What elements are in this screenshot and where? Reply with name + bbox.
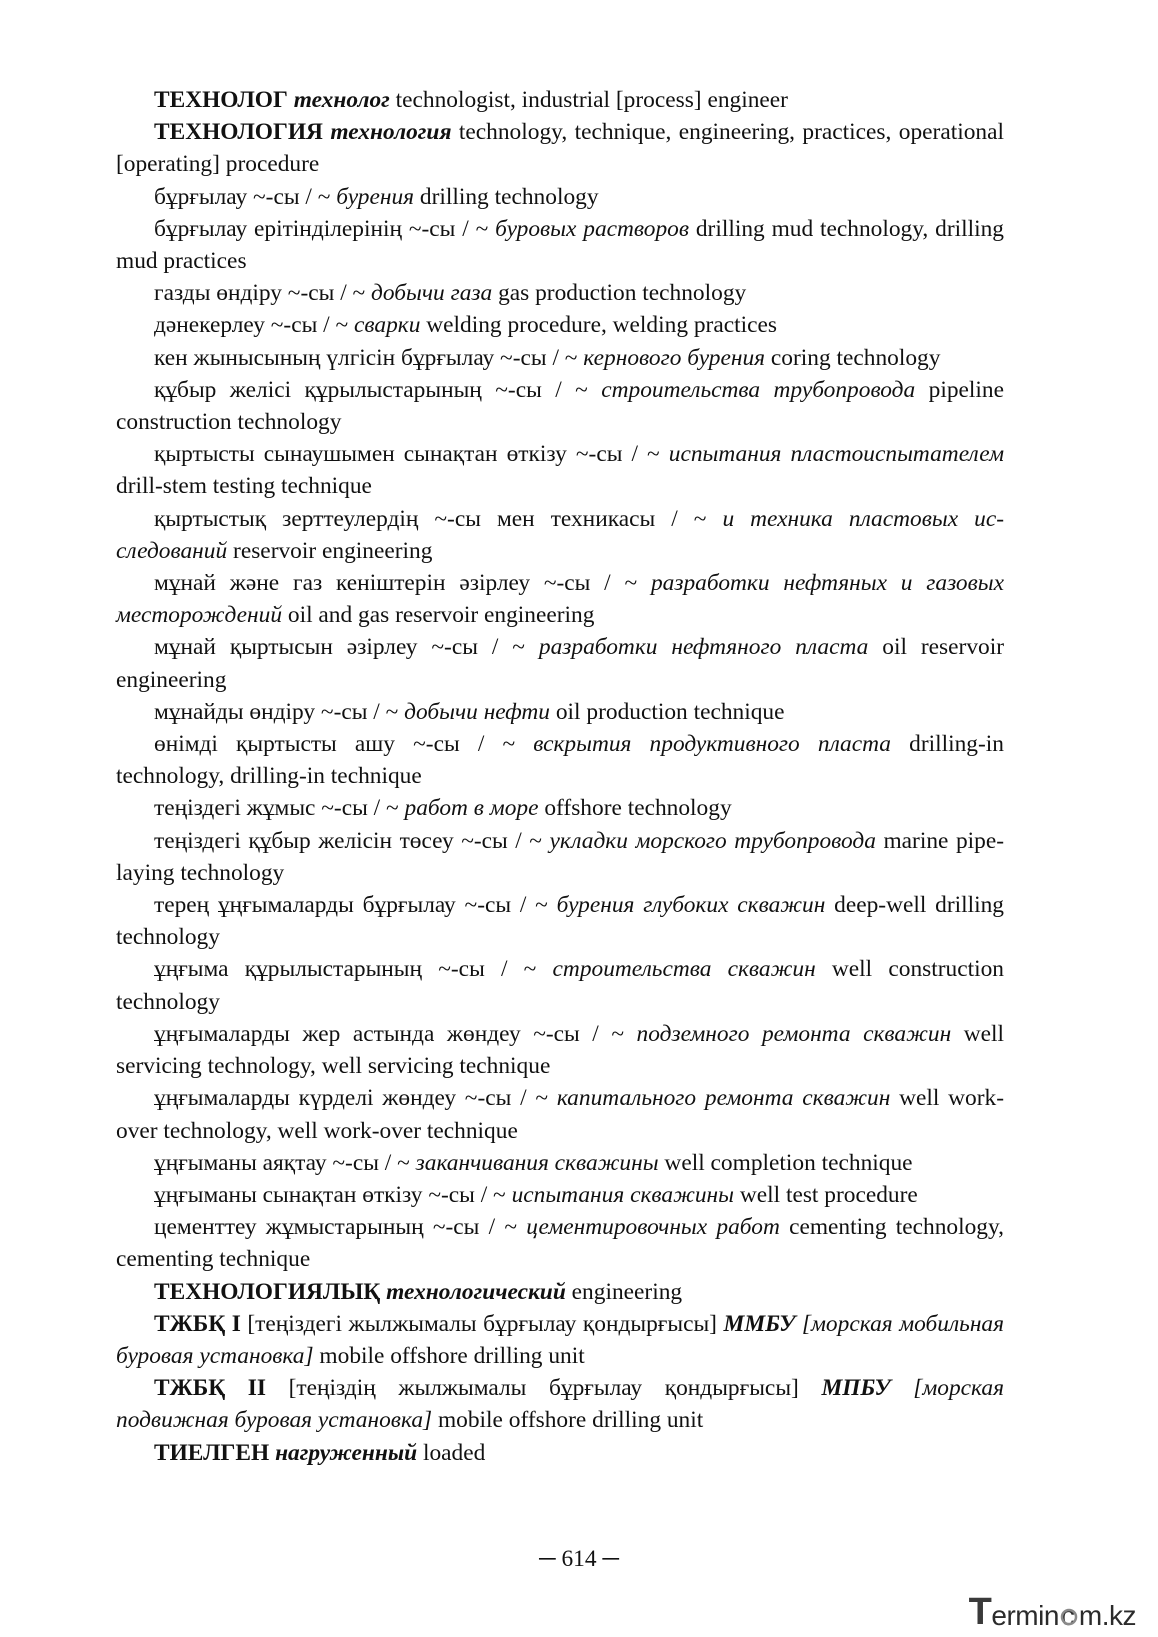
russian-term: вскрытия продуктивного пласта [533,731,891,758]
entry-text: кен жынысының үлгісін бұрғылау ~-сы / ~ [154,344,584,371]
dictionary-entry [116,1308,1004,1372]
russian-term: подземного ремонта скважин [636,1020,952,1047]
entry-text: drilling mud technology, drilling mud practices [116,215,1004,275]
dictionary-entry [116,1147,1004,1179]
headword: ТИЕЛГЕН [154,1439,270,1466]
dictionary-entry [116,213,1004,277]
entry-text: теңіздегі жұмыс ~-сы / ~ [154,795,405,822]
russian-term: разработки нефтяного пласта [538,634,869,661]
russian-headword: технологический [386,1278,566,1305]
entry-text: drilling-in technology, drilling-in technique [116,731,1004,790]
logo-c-mark [1059,1601,1079,1631]
entry-text: mobile offshore drilling unit [432,1407,704,1434]
russian-headword: технология [330,119,452,146]
russian-term: цементировочных работ [526,1214,780,1241]
dictionary-entry [116,792,1004,824]
russian-term: и техника пластовых исследований [116,505,1004,564]
entry-text: well completion technique [658,1149,913,1176]
russian-term: строительства трубопровода [601,376,916,403]
entry-text: қыртысты сынаушымен сынақтан өткізу ~-сы / ~ [154,441,669,468]
headword: ТЖБҚ II [154,1375,266,1402]
entry-text: теңіздегі құбыр желісін төсеу ~-сы / ~ [154,827,550,854]
entry-text: pipeline construction technology [116,376,1004,436]
russian-term: испытания пластоиспытателем [668,441,1004,468]
russian-term: добычи газа [371,280,493,307]
entry-text: [теңіздің жылжымалы бұрғылау қондырғысы] [265,1375,822,1402]
logo-c-letter: c [1060,1600,1075,1631]
entry-text: терең ұңғымаларды бұрғылау ~-сы / ~ [154,892,557,919]
logo-o-icon [1059,1607,1079,1627]
dictionary-entry [116,503,1004,567]
entry-text: drill-stem testing technique [116,473,372,500]
russian-term: работ в море [404,795,539,822]
entry-text: бұрғылау ~-сы / ~ [154,183,337,210]
russian-term: бурения [336,183,415,210]
entry-text: well work-over technology, well work-over technique [116,1085,1005,1144]
russian-headword: ММБУ [723,1310,796,1337]
dictionary-entry [116,84,1004,116]
entry-text: engineering [565,1278,683,1305]
russian-term: строительства скважин [552,956,816,983]
entry-text: oil production technique [550,698,785,725]
headword: ТЖБҚ I [154,1310,241,1337]
entry-text: marine pipe-laying technology [116,827,1005,886]
entry-text: мұнай қыртысын әзірлеу ~-сы / ~ [154,634,539,661]
dictionary-entry [116,116,1004,180]
entry-text: газды өндіру ~-сы / ~ [154,280,372,307]
dictionary-entry [116,1276,1004,1308]
entry-text: ұңғымаларды күрделі жөндеу ~-сы / ~ [154,1085,557,1112]
dictionary-entry [116,1437,1004,1469]
dictionary-entry [116,438,1004,502]
russian-term: заканчивания скважины [415,1149,659,1176]
entry-text: technologist, industrial [process] engineer [389,87,788,113]
entry-text: coring technology [765,344,941,371]
dictionary-entry [116,1018,1004,1082]
logo-letter-t: T [968,1591,992,1633]
russian-term: сварки [354,312,421,339]
dictionary-entry [116,825,1004,889]
russian-term: кернового бурения [583,344,766,371]
russian-term: разработки нефтяных и газовых месторождений [116,570,1004,629]
russian-term: испытания скважины [511,1181,734,1208]
page-number: ─ 614 ─ [539,1546,619,1572]
entry-text: мұнай және газ кеніштерін әзірлеу ~-сы / ~ [154,570,651,597]
entry-text: deep-well drilling technology [116,892,1004,951]
logo-text-ermin: ermin [991,1600,1059,1631]
dictionary-entry [116,889,1004,953]
dictionary-entry [116,181,1004,213]
entry-text: well servicing technology, well servicing technique [116,1020,1005,1080]
headword: ТЕХНОЛОГ [154,87,288,113]
dictionary-entry [116,567,1004,631]
dictionary-entry [116,1082,1004,1146]
entry-text: technology, technique, engineering, practices, operational [operating] procedure [116,119,1004,178]
entry-text: mobile offshore drilling unit [313,1342,585,1369]
entry-text: ұңғыманы аяқтау ~-сы / ~ [154,1149,416,1176]
dictionary-entry [116,1372,1004,1436]
dictionary-entry [116,696,1004,728]
russian-term: капитального ремонта скважин [556,1085,891,1112]
dictionary-entry [116,1179,1004,1211]
russian-headword: МПБУ [821,1375,891,1402]
dictionary-entry [116,309,1004,341]
entry-text: well test procedure [733,1181,918,1208]
russian-term: бурения глубоких скважин [556,892,826,919]
russian-headword: технолог [293,87,390,113]
entry-text: құбыр желісі құрылыстарының ~-сы / ~ [154,376,602,403]
dictionary-entry [116,277,1004,309]
russian-term: укладки морского трубопровода [549,827,876,854]
russian-term: добычи нефти [404,698,550,725]
headword: ТЕХНОЛОГИЯЛЫҚ [154,1278,381,1305]
entry-text: welding procedure, welding practices [420,312,777,339]
dictionary-entry [116,374,1004,438]
entry-text: ұңғыманы сынақтан өткізу ~-сы / ~ [154,1181,512,1208]
entry-text: қыртыстық зерттеулердің ~-сы мен техникасы / ~ [154,505,723,532]
entry-text: өнімді қыртысты ашу ~-сы / ~ [154,731,534,758]
entry-text: ұңғыма құрылыстарының ~-сы / ~ [154,956,553,983]
entry-text: gas production technology [492,280,747,307]
russian-term: [морская мобильная буровая установка] [116,1310,1004,1369]
dictionary-entries [116,84,1004,1469]
headword: ТЕХНОЛОГИЯ [154,119,323,146]
entry-text: мұнайды өндіру ~-сы / ~ [154,698,405,725]
entry-text: ұңғымаларды жер астында жөндеу ~-сы / ~ [154,1020,637,1047]
entry-text: дәнекерлеу ~-сы / ~ [154,312,354,339]
termincom-logo [969,1591,1136,1631]
russian-term: [морская подвижная буровая установка] [116,1375,1004,1434]
entry-text: oil and gas reservoir engineering [282,602,595,629]
entry-text: cementing technology, cementing technique [116,1214,1005,1273]
entry-text: offshore technology [538,795,732,822]
entry-text: reservoir engineering [227,537,433,564]
entry-text: drilling technology [414,183,599,210]
dictionary-entry [116,1211,1004,1275]
entry-text: oil reservoir engineering [116,634,1004,693]
entry-text: бұрғылау ерітінділерінің ~-сы / ~ [154,215,496,242]
logo-text-mkz: m.kz [1078,1600,1136,1631]
entry-text: цементтеу жұмыстарының ~-сы / ~ [154,1214,527,1241]
entry-text [891,1375,914,1401]
dictionary-entry [116,631,1004,695]
entry-text: well construction technology [116,956,1004,1015]
dictionary-entry [116,953,1004,1017]
entry-text: loaded [417,1439,486,1466]
russian-headword: нагруженный [275,1439,418,1466]
entry-text: [теңіздегі жылжымалы бұрғылау қондырғысы] [240,1310,724,1337]
russian-term: буровых растворов [495,215,690,242]
dictionary-entry [116,342,1004,374]
dictionary-entry [116,728,1004,792]
